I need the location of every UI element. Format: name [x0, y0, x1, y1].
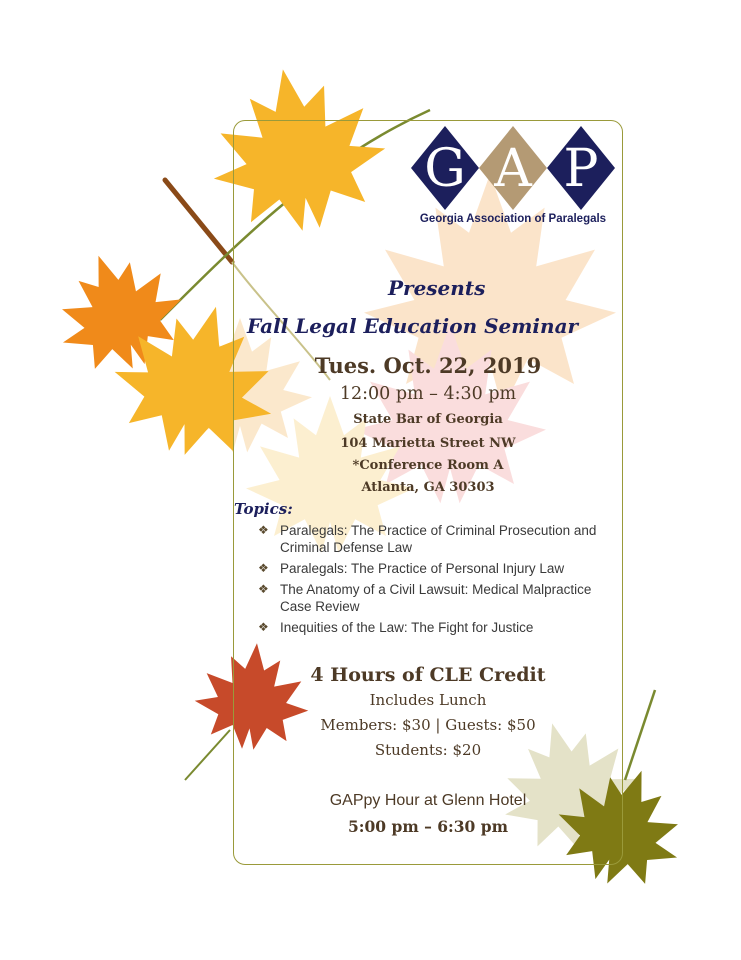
cle-credit: 4 Hours of CLE Credit — [310, 664, 546, 686]
list-item — [258, 619, 598, 636]
diamond-bullet-icon: ❖ — [258, 523, 269, 537]
branch-stem — [165, 180, 232, 262]
list-item — [258, 522, 598, 556]
happy-hour-title: GAPpy Hour at Glenn Hotel — [329, 792, 527, 809]
logo-letter-p: P — [563, 139, 599, 199]
event-time: 12:00 pm – 4:30 pm — [339, 384, 517, 404]
logo-letter-g: G — [424, 139, 466, 199]
red-leaf-stem — [185, 730, 230, 780]
topic-text: Paralegals: The Practice of Criminal Prosecution and Criminal Defense Law — [280, 523, 597, 555]
logo-letter-a: A — [494, 139, 532, 199]
presents-label: Presents — [388, 276, 486, 300]
venue-room: *Conference Room A — [352, 458, 504, 473]
topics-heading: Topics: — [234, 500, 293, 518]
member-guest-fees: Members: $30 | Guests: $50 — [320, 716, 536, 734]
topic-text: The Anatomy of a Civil Lawsuit: Medical Malpractice Case Review — [280, 582, 592, 614]
organization-name: Georgia Association of Paralegals — [419, 213, 607, 225]
venue-name: State Bar of Georgia — [353, 412, 503, 427]
lunch-note: Includes Lunch — [369, 691, 487, 709]
list-item — [258, 560, 598, 577]
diamond-bullet-icon: ❖ — [258, 582, 269, 596]
student-fee: Students: $20 — [374, 741, 482, 759]
event-date: Tues. Oct. 22, 2019 — [314, 353, 542, 378]
diamond-bullet-icon: ❖ — [258, 620, 269, 634]
list-item — [258, 581, 598, 615]
topic-text: Inequities of the Law: The Fight for Justice — [280, 620, 534, 635]
seminar-title: Fall Legal Education Seminar — [247, 314, 579, 338]
happy-hour-time: 5:00 pm – 6:30 pm — [348, 817, 508, 836]
topics-list — [258, 522, 598, 640]
venue-street: 104 Marietta Street NW — [340, 436, 516, 451]
venue-city: Atlanta, GA 30303 — [361, 480, 495, 495]
olive-leaf-stem — [625, 690, 655, 780]
diamond-bullet-icon: ❖ — [258, 561, 269, 575]
topic-text: Paralegals: The Practice of Personal Injury Law — [280, 561, 565, 576]
